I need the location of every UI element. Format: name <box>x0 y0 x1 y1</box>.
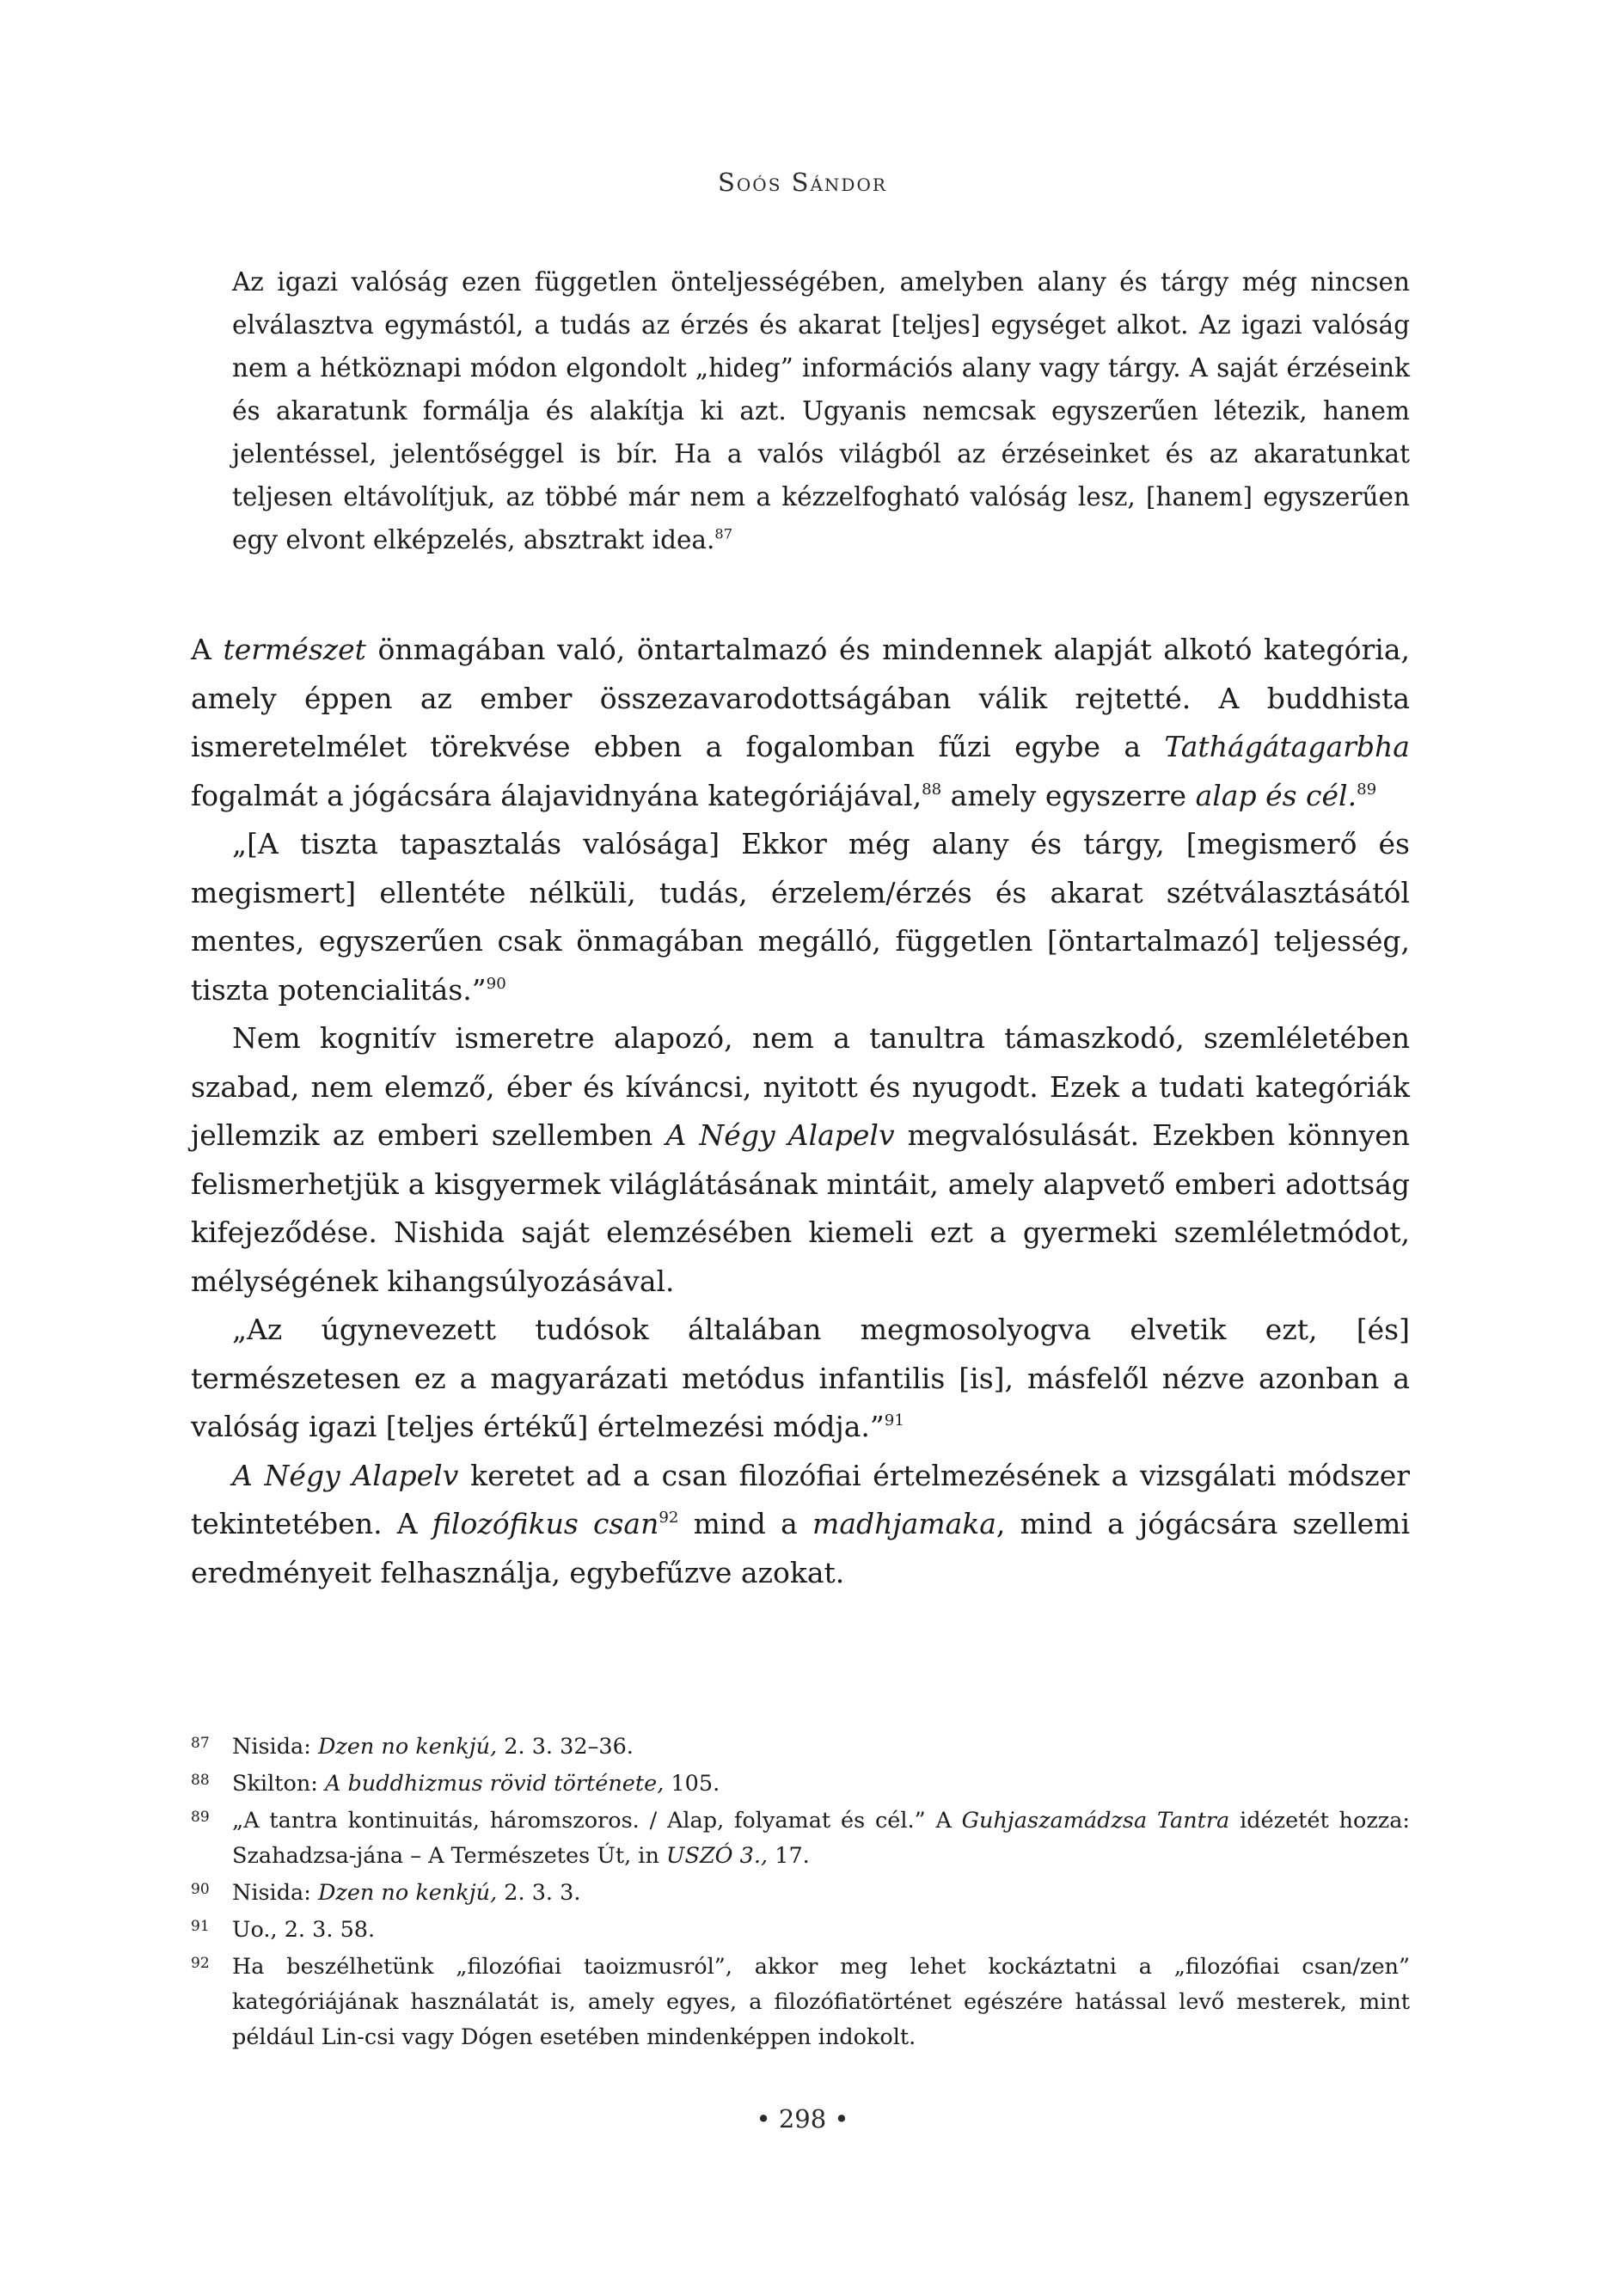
paragraph-2 <box>191 820 1410 1014</box>
paragraph-3 <box>191 1014 1410 1306</box>
footnote-ref-89: 89 <box>1357 780 1377 799</box>
italic-title: A buddhizmus rövid története, <box>324 1771 665 1797</box>
text: Ha beszélhetünk „filozófiai taoizmusról”, akkor meg lehet kockáztatni a „filozófiai csan/zen” kategóriájának használatát is, amely egyes, a filozófiatörténet egészére hatással levő mesterek, mint például Lin-csi vagy Dógen esetében mindenképpen indokolt. <box>232 1954 1410 2050</box>
footnote-number: 92 <box>191 1955 210 1972</box>
running-header: Soós Sándor <box>718 168 887 197</box>
footnote-ref-90: 90 <box>486 974 506 993</box>
footnote-number: 91 <box>191 1918 210 1935</box>
text: „[A tiszta tapasztalás valósága] Ekkor még alany és tárgy, [megismerő és megismert] ellentéte nélküli, tudás, érzelem/érzés és akarat szétválasztásától mentes, egyszerűen csak önmagában megálló, független [öntartalmazó] teljesség, tiszta potencialitás.” <box>191 827 1410 1007</box>
text: mind a <box>678 1507 813 1540</box>
block-quote <box>232 260 1410 561</box>
italic-term: természet <box>223 633 366 666</box>
text: 2. 3. 32–36. <box>497 1734 634 1760</box>
footnote-ref-91: 91 <box>884 1411 904 1430</box>
footnote-89 <box>191 1803 1410 1874</box>
text: idézetét hozza: Szahadzsa-jána – A Természetes Út, in <box>232 1808 1410 1869</box>
italic-term: A Négy Alapelv <box>232 1458 459 1492</box>
text: önmagában való, öntartalmazó és mindennek alapját alkotó kategória, amely éppen az ember összezavarodottságában válik rejtetté. A buddhista ismeretelmélet törekvése ebben a fogalomban fűzi egybe a <box>191 633 1410 763</box>
italic-title: Guhjaszamádzsa Tantra <box>961 1808 1230 1834</box>
italic-term: Tathágátagarbha <box>1164 730 1410 763</box>
italic-title: Dzen no kenkjú, <box>317 1734 498 1760</box>
footnotes <box>191 1730 1410 2057</box>
text: fogalmát a jógácsára álajavidnyána kategóriájával, <box>191 778 922 812</box>
footnote-92 <box>191 1950 1410 2055</box>
text: Nem kognitív ismeretre alapozó, nem a tanultra támaszkodó, szemléletében szabad, nem elemző, éber és kíváncsi, nyitott és nyugodt. Ezek a tudati kategóriák jellemzik az emberi szellemben <box>191 1021 1410 1152</box>
footnote-number: 87 <box>191 1735 210 1752</box>
footnote-90 <box>191 1876 1410 1911</box>
paragraph-1 <box>191 626 1410 820</box>
italic-title: USZÓ 3., <box>665 1843 769 1869</box>
quote-text: Az igazi valóság ezen független önteljességében, amelyben alany és tárgy még nincsen elválasztva egymástól, a tudás az érzés és akarat [teljes] egységet alkot. Az igazi valóság nem a hétköznapi módon elgondolt „hideg” információs alany vagy tárgy. A saját érzéseink és akaratunk formálja és alakítja ki azt. Ugyanis nemcsak egyszerűen létezik, hanem jelentéssel, jelentőséggel is bír. Ha a valós világból az érzéseinket és az akaratunkat teljesen eltávolítjuk, az többé már nem a kézzelfogható valóság lesz, [hanem] egyszerűen egy elvont elképzelés, absztrakt idea. <box>232 267 1410 554</box>
footnote-ref-87: 87 <box>714 525 733 542</box>
text: Nisida: <box>232 1880 318 1906</box>
text: A <box>191 633 224 666</box>
footnote-ref-88: 88 <box>922 780 942 799</box>
text: amely egyszerre <box>941 778 1196 812</box>
footnote-87 <box>191 1730 1410 1765</box>
text: Uo., 2. 3. 58. <box>232 1917 376 1943</box>
text: Skilton: <box>232 1771 325 1797</box>
footnote-number: 88 <box>191 1772 210 1789</box>
footnote-number: 90 <box>191 1881 210 1898</box>
body-text <box>191 626 1410 1597</box>
italic-title: Dzen no kenkjú, <box>317 1880 498 1906</box>
quote-paragraph <box>232 260 1410 561</box>
text: Nisida: <box>232 1734 318 1760</box>
text: 105. <box>664 1771 720 1797</box>
footnote-88 <box>191 1766 1410 1802</box>
text: , mind a jógácsára szellemi eredményeit felhasználja, egybefűzve azokat. <box>191 1507 1411 1589</box>
footnote-91 <box>191 1913 1410 1948</box>
text: megvalósulását. Ezekben könnyen felismerhetjük a kisgyermek világlátásának mintáit, amely alapvető emberi adottság kifejeződése. Nishida saját elemzésében kiemeli ezt a gyermeki szemléletmódot, mélységének kihangsúlyozásával. <box>191 1118 1411 1298</box>
footnote-ref-92: 92 <box>659 1508 679 1527</box>
text: „A tantra kontinuitás, háromszoros. / Alap, folyamat és cél.” A <box>232 1808 962 1834</box>
text: keretet ad a csan filozófiai értelmezésének a vizsgálati módszer tekintetében. A <box>191 1458 1410 1540</box>
italic-term: alap és cél. <box>1195 778 1357 812</box>
text: 17. <box>768 1843 810 1869</box>
page-number: • 298 • <box>756 2104 849 2134</box>
paragraph-4 <box>191 1306 1410 1452</box>
text: „Az úgynevezett tudósok általában megmosolyogva elvetik ezt, [és] természetesen ez a magyarázati metódus infantilis [is], másfelől nézve azonban a valóság igazi [teljes értékű] értelmezési módja.” <box>191 1313 1410 1443</box>
paragraph-5 <box>191 1452 1410 1598</box>
italic-term: madhjamaka <box>812 1507 996 1540</box>
italic-term: filozófikus csan <box>432 1507 659 1540</box>
text: 2. 3. 3. <box>497 1880 581 1906</box>
italic-term: A Négy Alapelv <box>665 1118 895 1152</box>
footnote-number: 89 <box>191 1809 210 1826</box>
